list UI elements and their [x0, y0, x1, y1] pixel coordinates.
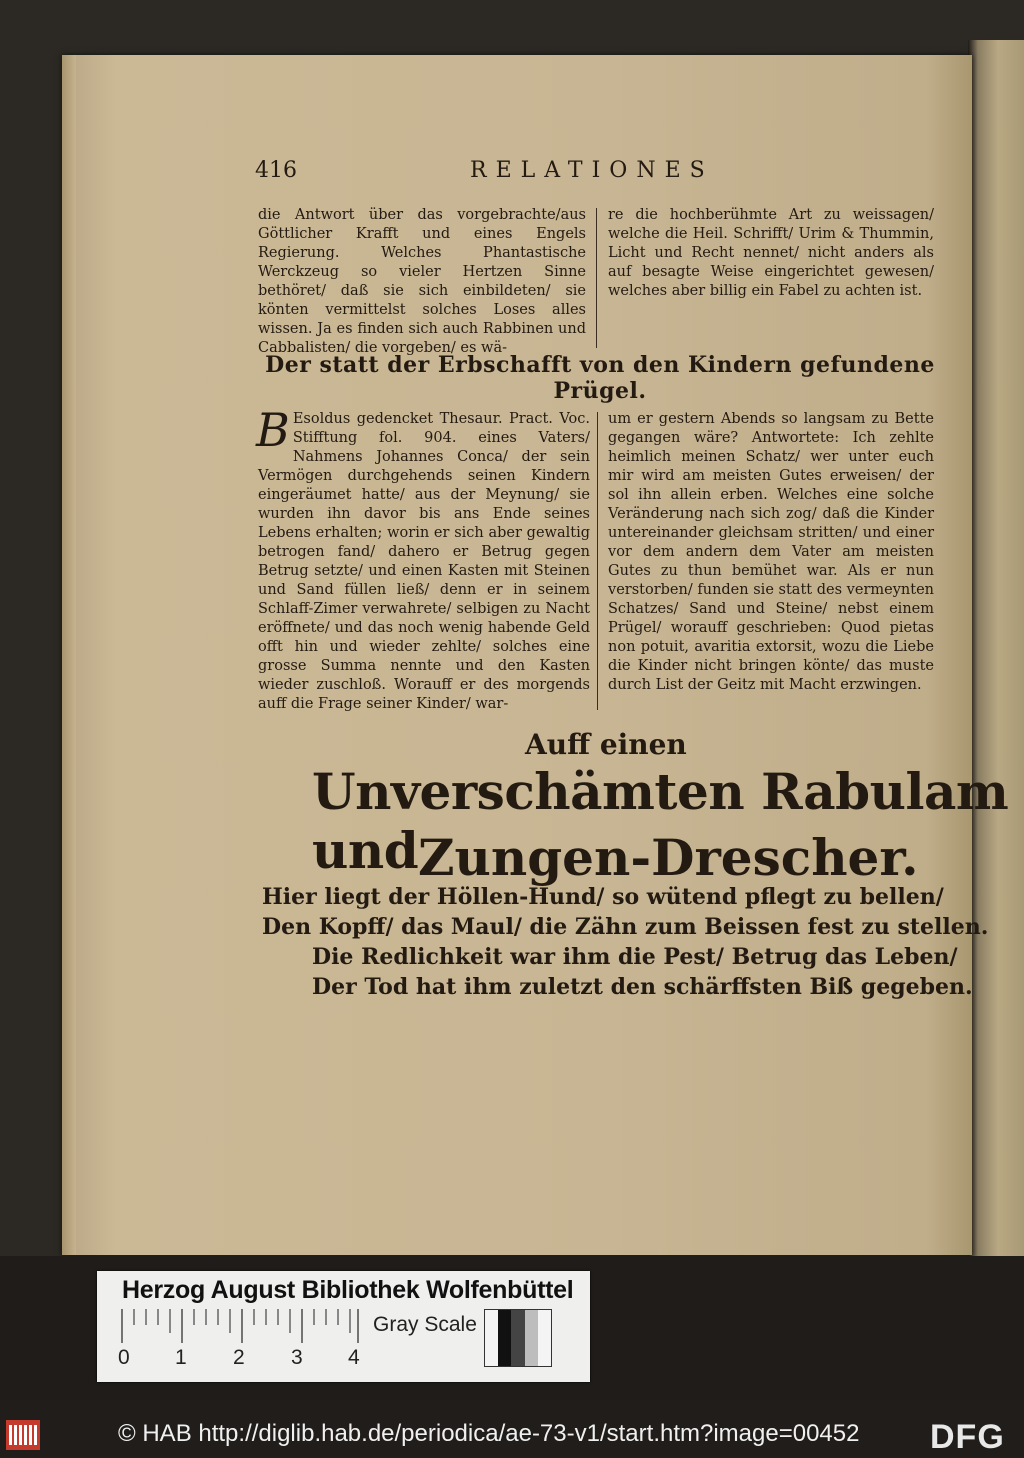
ruler — [120, 1309, 360, 1349]
gray-scale-label: Gray Scale — [373, 1313, 477, 1336]
footer-credit-link[interactable]: © HAB http://diglib.hab.de/periodica/ae-73-v1/start.htm?image=00452 — [118, 1420, 860, 1447]
ruler-number: 4 — [348, 1346, 360, 1369]
page-gutter — [62, 55, 76, 1255]
drop-cap: B — [256, 403, 290, 457]
story-left-text: Esoldus gedencket Thesaur. Pract. Voc. Stifftung fol. 904. eines Vaters/ Nahmens Johannes Conca/ der sein Vermögen durchgehends seinen Kindern eingeräumet hatte/ aus der Meynung/ sie wurden ihn davor bis ans Ende seines Lebens erhalten; worin er sich aber gewaltig betrogen fand/ dahero er Betrug gegen Betrug setzte/ und einen Kasten mit Steinen und Sand füllen ließ/ denn er in seinem Schlaff-Zimer verwahrete/ selbigen zu Nacht eröffnete/ und das noch wenig habende Geld offt hin und wieder zehlte/ solches eine grosse Summa nennte und den Kasten wieder zuschloß. Worauff er des morgends auff die Frage seiner Kinder/ war- — [258, 411, 590, 712]
poem-line: Die Redlichkeit war ihm die Pest/ Betrug das Leben/ — [312, 944, 958, 970]
column-divider — [597, 412, 598, 710]
poem-title-line1: Unverschämten Rabulam und — [312, 762, 1009, 880]
top-right-column: re die hochberühmte Art zu weissagen/ welche die Heil. Schrifft/ Urim & Thummin, Licht und Recht nennet/ nicht anders als auf besagte Weise eingerichtet gewesen/ welches aber billig ein Fabel zu achten ist. — [608, 207, 934, 299]
page-number: 416 — [255, 158, 297, 183]
story-right-column: um er gestern Abends so langsam zu Bette gegangen wäre? Antwortete: Ich zehlte heimlich meinen Schatz/ wer unter euch mir wird am meisten Gutes erweisen/ der sol ihn allein erben. Welches eine solche Veränderung nach sich zog/ daß die Kinder untereinander gleichsam stritten/ und einer vor dem andern dem Vater am meisten Gutes zu thun bemühet war. Als er nun verstorben/ funden sie statt des vermeynten Schatzes/ Sand und Steine/ nebst einem Prügel/ worauff geschrieben: Quod pietas non potuit, avaritia extorsit, wozu die Liebe die Kinder nicht bringen könte/ das muste durch List der Geitz mit Macht erzwingen. — [608, 411, 934, 693]
top-left-column: die Antwort über das vorgebrachte/aus Göttlicher Krafft und eines Engels Regierung. Welches Phantastische Werckzeug so vieler Hertzen Sinne bethöret/ daß sie sich einbildeten/ sie könten vermittelst solches Loses alles wissen. Ja es finden sich auch Rabbinen und Cabbalisten/ die vorgeben/ es wä- — [258, 207, 586, 356]
story-left-column — [256, 403, 590, 714]
hab-logo-icon — [6, 1420, 40, 1450]
dfg-logo: DFG — [930, 1418, 1005, 1456]
ruler-number: 1 — [175, 1346, 187, 1369]
poem-title-line2: Zungen-Drescher. — [418, 828, 919, 887]
ruler-number: 3 — [291, 1346, 303, 1369]
library-name: Herzog August Bibliothek Wolfenbüttel — [122, 1276, 574, 1304]
ruler-number: 0 — [118, 1346, 130, 1369]
poem-line: Hier liegt der Höllen-Hund/ so wütend pflegt zu bellen/ — [262, 884, 944, 910]
page-header — [255, 158, 945, 188]
running-title: RELATIONES — [470, 158, 714, 183]
column-divider — [596, 208, 597, 348]
poem-line: Den Kopff/ das Maul/ die Zähn zum Beissen fest zu stellen. — [262, 914, 989, 940]
poem-line: Der Tod hat ihm zuletzt den schärffsten Biß gegeben. — [312, 974, 973, 1000]
poem-pretitle: Auff einen — [525, 728, 687, 761]
ruler-number: 2 — [233, 1346, 245, 1369]
gray-scale-swatch — [484, 1309, 552, 1367]
adjacent-page-edge — [968, 40, 1024, 1270]
section-heading: Der statt der Erbschafft von den Kindern gefundene Prügel. — [265, 352, 935, 404]
